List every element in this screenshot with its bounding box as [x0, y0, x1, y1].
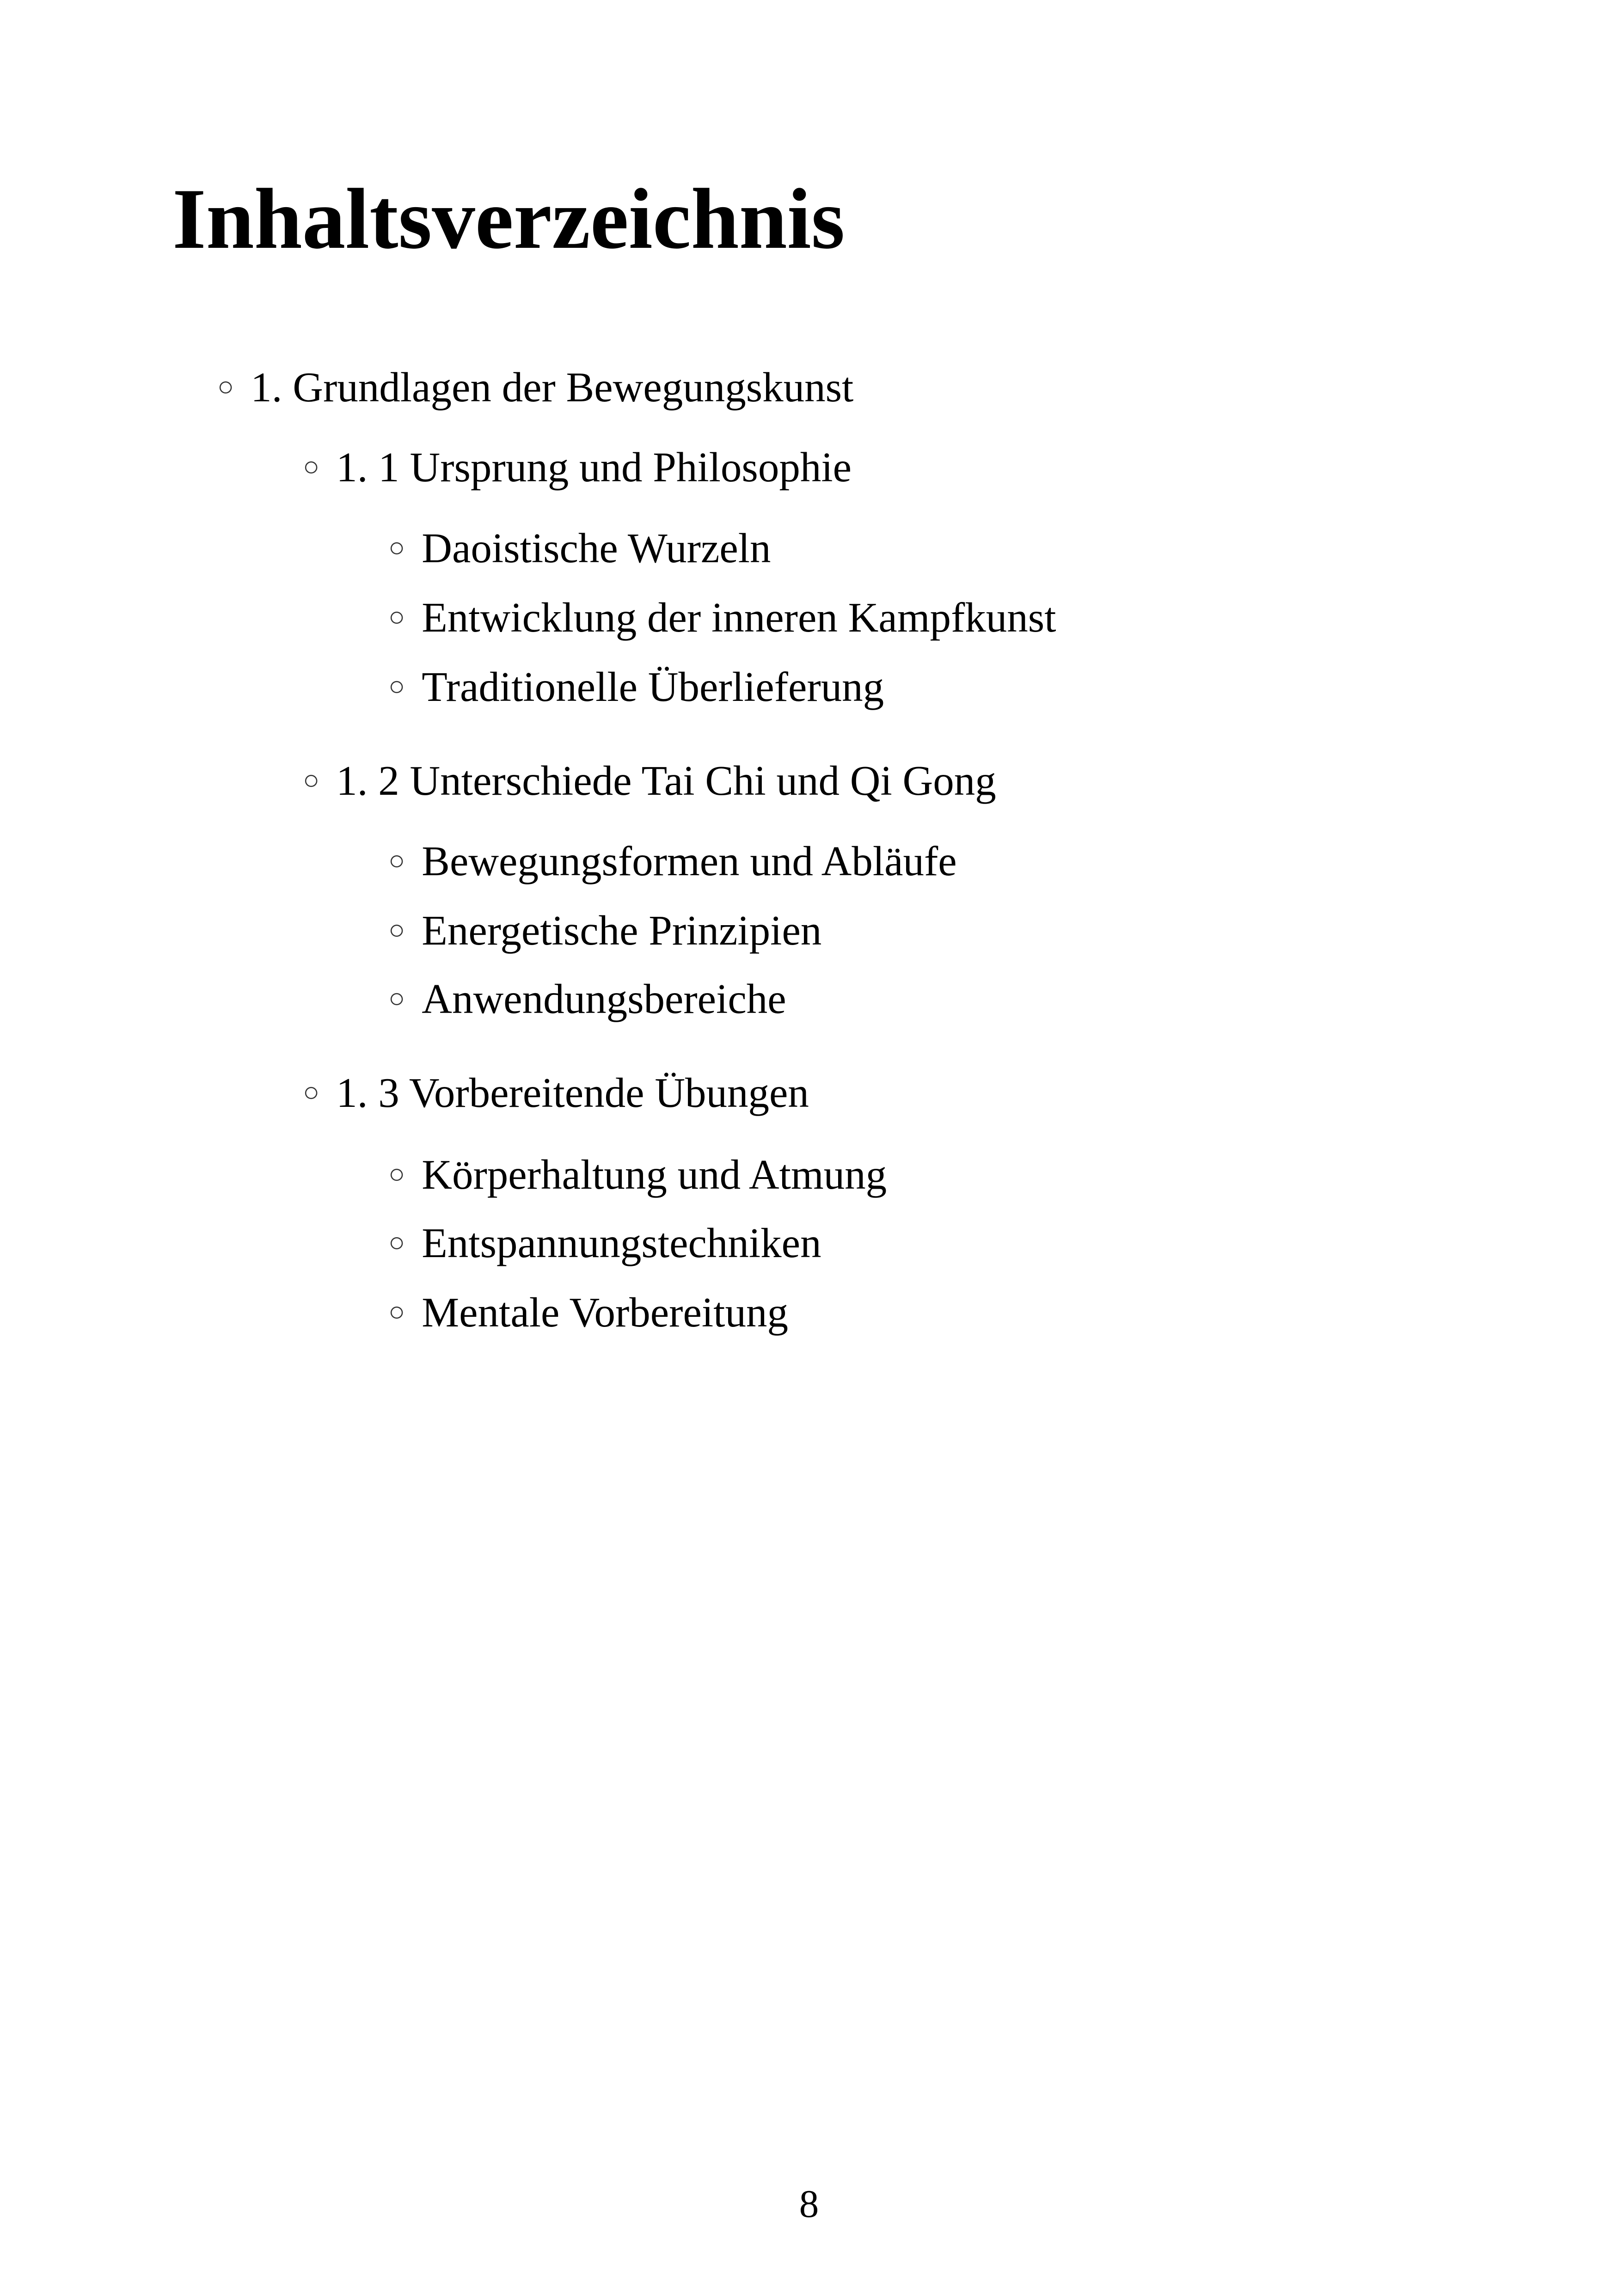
page-title: Inhaltsverzeichnis [172, 171, 845, 267]
bullet-icon: ○ [388, 1159, 405, 1189]
bullet-icon: ○ [303, 1077, 320, 1107]
toc-chapter-1 [217, 364, 854, 411]
toc-item [388, 1222, 821, 1264]
bullet-icon: ○ [303, 451, 320, 482]
toc-item [388, 1151, 887, 1198]
toc-item [388, 909, 821, 952]
toc-section-label: 1. 1 Ursprung und Philosophie [336, 444, 852, 491]
bullet-icon: ○ [388, 915, 405, 945]
toc-item-label: Bewegungsformen und Abläufe [422, 838, 957, 884]
toc-chapter-label: 1. Grundlagen der Bewegungskunst [251, 364, 854, 411]
bullet-icon: ○ [303, 765, 320, 795]
toc-section-label: 1. 3 Vorbereitende Übungen [336, 1069, 809, 1116]
toc-item [388, 978, 786, 1020]
toc-item [388, 594, 1056, 641]
toc-item-label: Energetische Prinzipien [422, 907, 822, 954]
toc-section-1-1 [303, 444, 852, 491]
toc-item-label: Entspannungstechniken [422, 1220, 821, 1266]
bullet-icon: ○ [388, 532, 405, 563]
toc-item [388, 840, 957, 882]
toc-item-label: Mentale Vorbereitung [422, 1289, 788, 1336]
bullet-icon: ○ [388, 1227, 405, 1258]
bullet-icon: ○ [217, 371, 234, 402]
toc-item-label: Anwendungsbereiche [422, 976, 786, 1022]
toc-item-label: Körperhaltung und Atmung [422, 1151, 887, 1198]
toc-section-label: 1. 2 Unterschiede Tai Chi und Qi Gong [336, 757, 996, 804]
toc-section-1-3 [303, 1069, 809, 1116]
page-number: 8 [799, 2182, 819, 2226]
toc-item [388, 1289, 788, 1336]
toc-item [388, 527, 771, 569]
bullet-icon: ○ [388, 983, 405, 1013]
bullet-icon: ○ [388, 845, 405, 876]
toc-item [388, 663, 884, 710]
bullet-icon: ○ [388, 602, 405, 632]
bullet-icon: ○ [388, 671, 405, 701]
toc-section-1-2 [303, 757, 996, 804]
toc-item-label: Traditionelle Überlieferung [422, 663, 884, 710]
toc-item-label: Entwicklung der inneren Kampfkunst [422, 594, 1056, 641]
bullet-icon: ○ [388, 1296, 405, 1327]
toc-item-label: Daoistische Wurzeln [422, 525, 771, 571]
